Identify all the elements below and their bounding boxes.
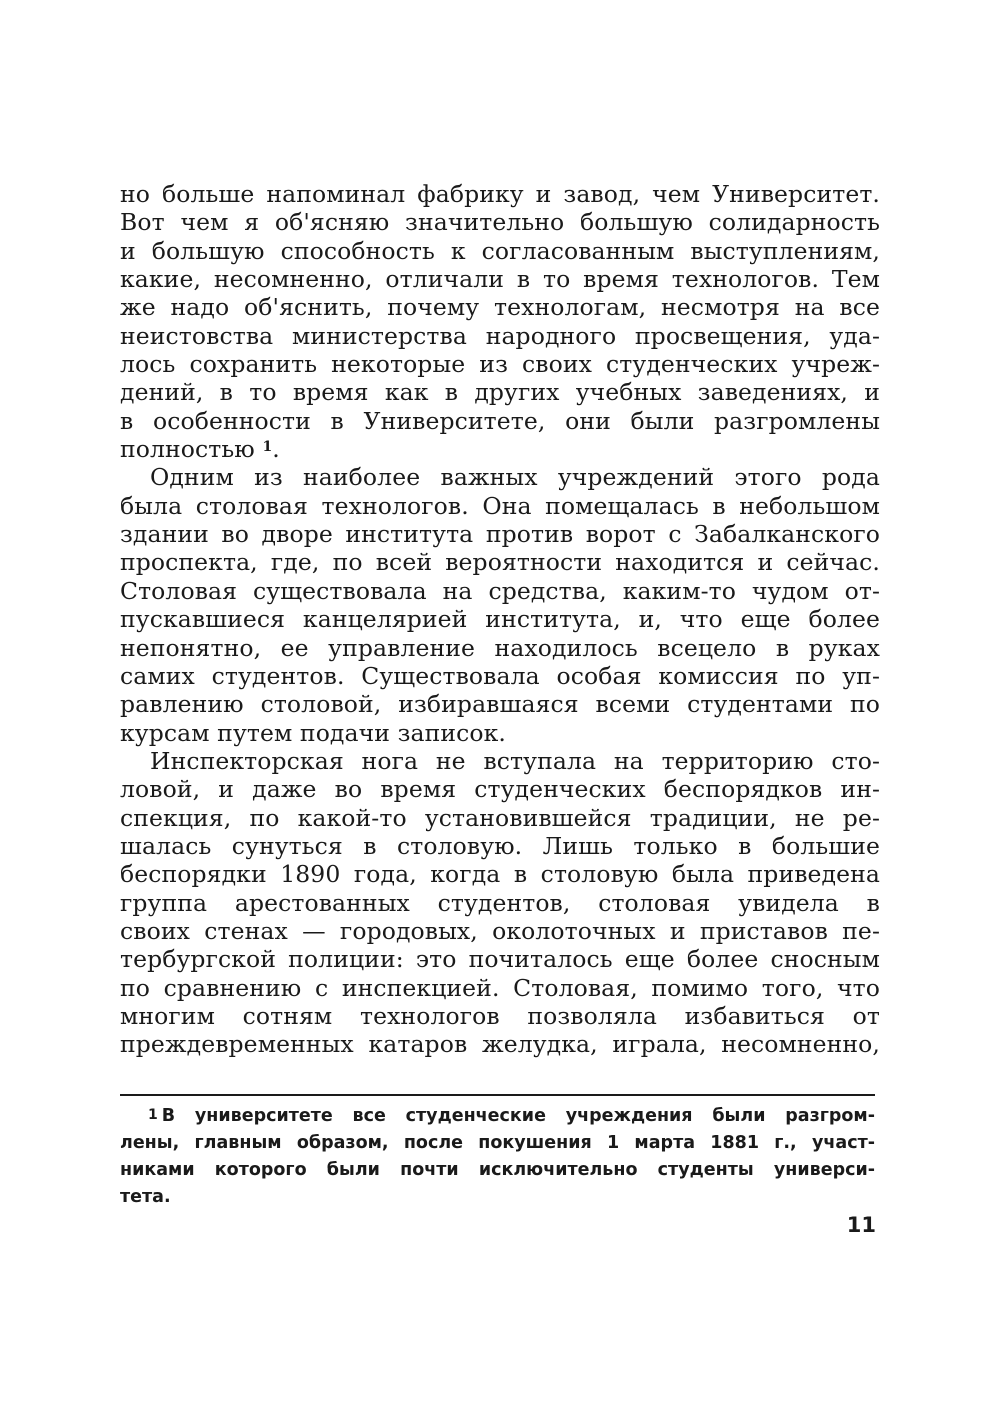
text-line: Инспекторская нога не вступала на территорию сто- <box>150 746 880 775</box>
text-line: проспекта, где, по всей вероятности находится и сейчас. <box>120 548 880 577</box>
text-line: тербургской полиции: это почиталось еще более сносным <box>120 945 880 974</box>
text-line: спекция, по какой-то установившейся традиции, не ре- <box>120 803 880 832</box>
paragraph-1 <box>120 180 880 463</box>
text-line: самих студентов. Существовала особая комиссия по уп- <box>120 661 880 690</box>
text-fragment: В университете все студенческие учреждения были разгром- <box>161 1106 875 1126</box>
footnote-line: никами которого были почти исключительно студенты универси- <box>120 1160 875 1180</box>
text-line: ловой, и даже во время студенческих беспорядков ин- <box>120 775 880 804</box>
text-line: Одним из наиболее важных учреждений этого рода <box>150 463 880 492</box>
text-line: пускавшиеся канцелярией института, и, что еще более <box>120 605 880 634</box>
text-line: Вот чем я об'ясняю значительно большую солидарность <box>120 208 880 237</box>
paragraph-2 <box>120 463 880 746</box>
text-line: своих стенах — городовых, околоточных и приставов пе- <box>120 916 880 945</box>
text-line: дений, в то время как в других учебных заведениях, и <box>120 378 880 407</box>
text-line: группа арестованных студентов, столовая увидела в <box>120 888 880 917</box>
text-line: беспорядки 1890 года, когда в столовую была приведена <box>120 860 880 889</box>
text-line: преждевременных катаров желудка, играла, несомненно, <box>120 1030 880 1059</box>
text-fragment: полностью <box>120 435 255 464</box>
footnote-line: тета. <box>120 1187 171 1207</box>
text-line: какие, несомненно, отличали в то время технологов. Тем <box>120 265 880 294</box>
footnote-line <box>120 1103 875 1130</box>
footnote-reference[interactable]: 1 <box>262 439 273 456</box>
text-line: шалась сунуться в столовую. Лишь только в большие <box>120 831 880 860</box>
footnote-divider <box>120 1094 875 1096</box>
footnote <box>120 1103 875 1211</box>
text-line: же надо об'яснить, почему технологам, несмотря на все <box>120 293 880 322</box>
text-line: но больше напоминал фабрику и завод, чем Университет. <box>120 180 880 208</box>
text-line: многим сотням технологов позволяла избавиться от <box>120 1001 880 1030</box>
text-line: курсам путем подачи записок. <box>120 718 507 747</box>
main-text <box>120 180 880 1059</box>
footnote-number: 1 <box>148 1107 158 1123</box>
text-line: непонятно, ее управление находилось всецело в руках <box>120 633 880 662</box>
footnote-line: лены, главным образом, после покушения 1 марта 1881 г., участ- <box>120 1133 875 1153</box>
text-line: по сравнению с инспекцией. Столовая, помимо того, что <box>120 973 880 1002</box>
page-number: 11 <box>846 1213 876 1237</box>
text-line: неистовства министерства народного просвещения, уда- <box>120 321 880 350</box>
text-line: была столовая технологов. Она помещалась в небольшом <box>120 491 880 520</box>
text-line: Столовая существовала на средства, каким-то чудом от- <box>120 576 880 605</box>
text-line: лось сохранить некоторые из своих студенческих учреж- <box>120 350 880 379</box>
paragraph-3 <box>120 747 880 1059</box>
text-line: полностью $^1$. <box>120 435 280 464</box>
text-line: здании во дворе института против ворот с Забалканского <box>120 520 880 549</box>
text-line: и большую способность к согласованным выступлениям, <box>120 236 880 265</box>
text-line: в особенности в Университете, они были разгромлены <box>120 406 880 435</box>
text-line: равлению столовой, избиравшаяся всеми студентами по <box>120 690 880 719</box>
